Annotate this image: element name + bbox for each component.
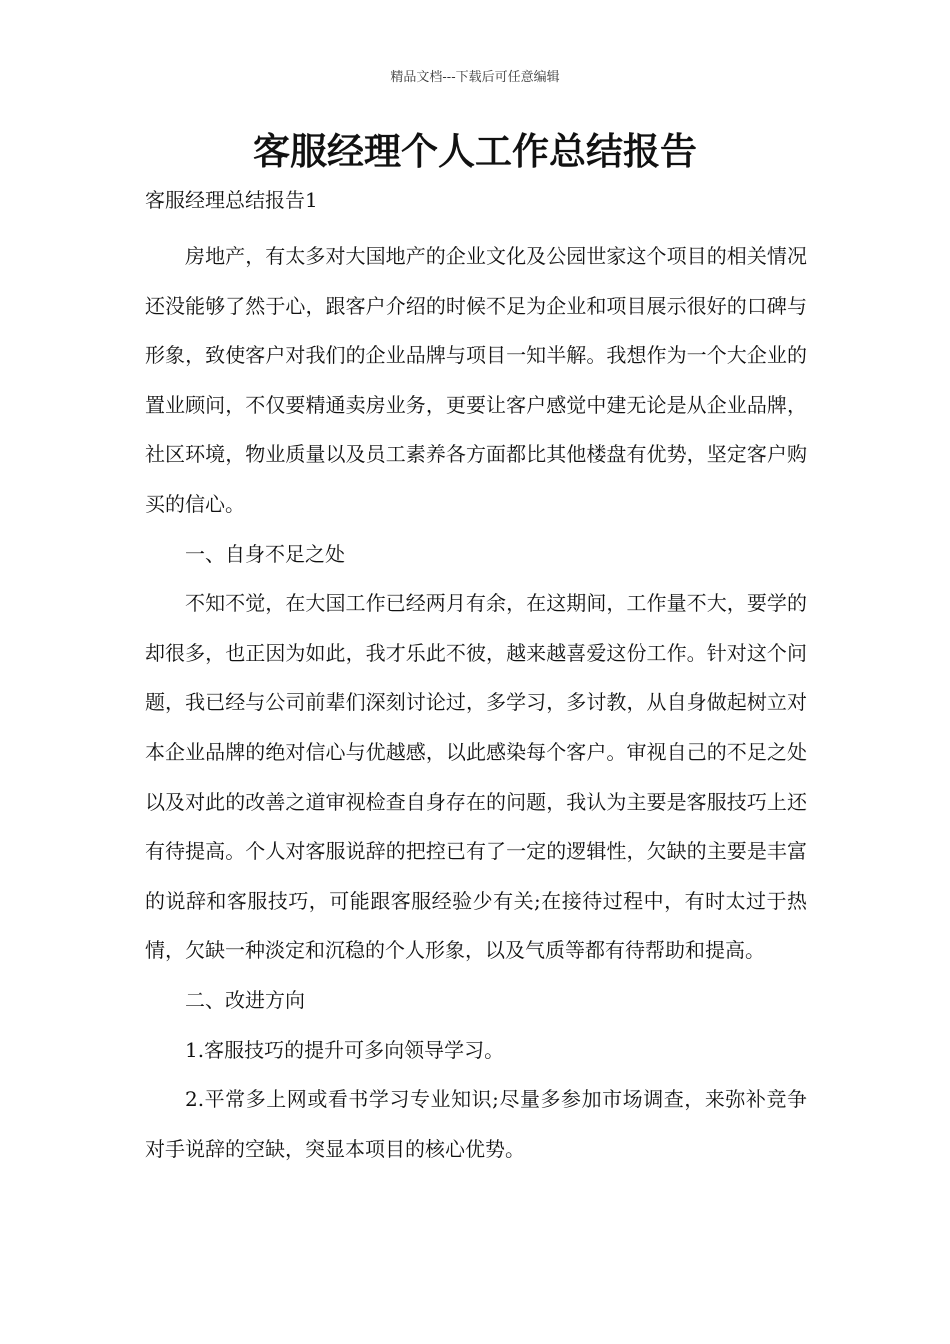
paragraph-intro: 房地产，有太多对大国地产的企业文化及公园世家这个项目的相关情况还没能够了然于心，跟客户介绍的时候不足为企业和项目展示很好的口碑与形象，致使客户对我们的企业品牌与项目一知半解。我想作为一个大企业的置业顾问，不仅要精通卖房业务，更要让客户感觉中建无论是从企业品牌，社区环境，物业质量以及员工素养各方面都比其他楼盘有优势，坚定客户购买的信心。	[145, 244, 807, 516]
section-heading-improvement: 二、改进方向	[185, 987, 305, 1012]
section-heading-shortcomings: 一、自身不足之处	[185, 541, 345, 566]
section-subtitle: 客服经理总结报告1	[145, 188, 318, 212]
list-item-improvement-1: 1.客服技巧的提升可多向领导学习。	[185, 1037, 505, 1062]
document-body	[145, 232, 807, 1174]
document-title: 客服经理个人工作总结报告	[253, 130, 697, 173]
list-item-improvement-2: 2.平常多上网或看书学习专业知识;尽量多参加市场调查，来弥补竞争对手说辞的空缺，突显本项目的核心优势。	[145, 1087, 807, 1161]
header-note: 精品文档---下载后可任意编辑	[390, 70, 560, 85]
paragraph-shortcomings: 不知不觉，在大国工作已经两月有余，在这期间，工作量不大，要学的却很多，也正因为如此，我才乐此不彼，越来越喜爱这份工作。针对这个问题，我已经与公司前辈们深刻讨论过，多学习，多讨教，从自身做起树立对本企业品牌的绝对信心与优越感，以此感染每个客户。审视自己的不足之处以及对此的改善之道审视检查自身存在的问题，我认为主要是客服技巧上还有待提高。个人对客服说辞的把控已有了一定的逻辑性，欠缺的主要是丰富的说辞和客服技巧，可能跟客服经验少有关;在接待过程中，有时太过于热情，欠缺一种淡定和沉稳的个人形象，以及气质等都有待帮助和提高。	[145, 591, 807, 963]
